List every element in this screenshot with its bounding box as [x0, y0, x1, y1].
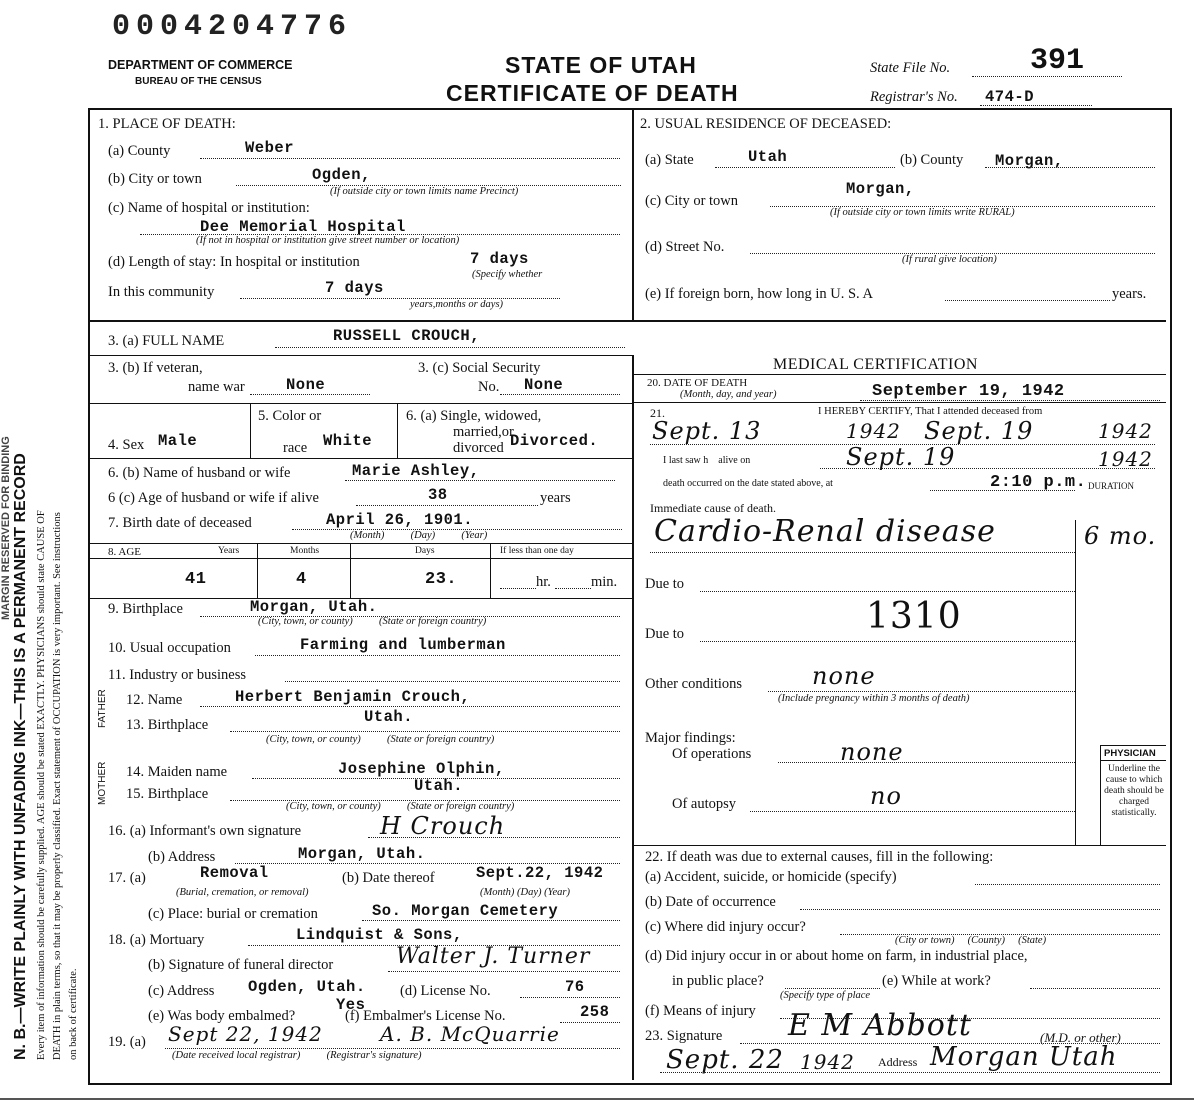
- city-note: (If outside city or town limits name Precinct): [330, 186, 519, 197]
- res-city-value: Morgan,: [846, 180, 915, 198]
- age-min-label: min.: [591, 574, 618, 590]
- city-label: (b) City or town: [108, 171, 202, 187]
- embalmer-license-label: (f) Embalmer's License No.: [345, 1008, 506, 1024]
- attended-to-year: 1942: [1098, 419, 1153, 443]
- stay-label: (d) Length of stay: In hospital or institution: [108, 254, 360, 270]
- burial-note: (Burial, cremation, or removal): [176, 887, 309, 898]
- external-d-label: (d) Did injury occur in or about home on farm, in industrial place,: [645, 948, 1028, 964]
- father-name-value: Herbert Benjamin Crouch,: [235, 688, 471, 706]
- industry-label: 11. Industry or business: [108, 667, 247, 683]
- immediate-cause-label: Immediate cause of death.: [650, 501, 776, 515]
- external-c-note: (City or town) (County) (State): [895, 935, 1047, 946]
- burial-place-value: So. Morgan Cemetery: [372, 902, 559, 920]
- place-of-death-heading: 1. PLACE OF DEATH:: [98, 116, 236, 132]
- medical-heading: MEDICAL CERTIFICATION: [773, 356, 978, 373]
- embalmer-license-value: 258: [580, 1003, 610, 1021]
- registrar-number: 474-D: [985, 88, 1035, 106]
- external-f-label: (f) Means of injury: [645, 1003, 756, 1019]
- veteran-label-2: name war: [188, 379, 245, 395]
- father-birthplace-note: (City, town, or county) (State or foreign country): [266, 734, 495, 745]
- external-b-label: (b) Date of occurrence: [645, 894, 776, 910]
- burial-value: Removal: [200, 864, 269, 882]
- mother-birthplace-note: (City, town, or county) (State or foreign country): [286, 801, 515, 812]
- signature-address-label: Address: [878, 1055, 918, 1069]
- marital-label-2: married,or: [453, 424, 514, 440]
- operations-label: Of operations: [672, 746, 752, 762]
- duration-label: DURATION: [1088, 481, 1134, 491]
- community-label: In this community: [108, 284, 215, 300]
- due-to-2-label: Due to: [645, 626, 685, 642]
- birthplace-value: Morgan, Utah.: [250, 598, 378, 616]
- birthplace-label: 9. Birthplace: [108, 601, 183, 617]
- attended-from-year: 1942: [846, 419, 901, 443]
- burial-date-label: (b) Date thereof: [342, 870, 435, 886]
- director-signature: Walter J. Turner: [396, 944, 591, 969]
- immediate-cause-value: Cardio-Renal disease: [654, 514, 996, 549]
- license-label: (d) License No.: [400, 983, 491, 999]
- embalmed-value: Yes: [336, 996, 366, 1014]
- autopsy-label: Of autopsy: [672, 796, 737, 812]
- burial-date-note: (Month) (Day) (Year): [480, 887, 571, 898]
- registrar-label: 19. (a): [108, 1034, 146, 1050]
- burial-label: 17. (a): [108, 870, 146, 886]
- due-to-1-label: Due to: [645, 576, 685, 592]
- external-place-note: (Specify type of place: [780, 990, 871, 1001]
- foreign-label: (e) If foreign born, how long in U. S. A: [645, 286, 873, 302]
- street-note: (If rural give location): [902, 254, 997, 265]
- registrar-number-label: Registrar's No.: [870, 89, 958, 105]
- mother-name-value: Josephine Olphin,: [338, 760, 505, 778]
- age-years-header: Years: [218, 546, 240, 556]
- veteran-label: 3. (b) If veteran,: [108, 360, 203, 376]
- father-name-label: 12. Name: [126, 692, 183, 708]
- stay-value: 7 days: [470, 250, 529, 268]
- certify-statement: I HEREBY CERTIFY, That I attended deceased from: [818, 406, 1043, 417]
- veteran-value: None: [286, 376, 326, 394]
- immediate-duration-value: 6 mo.: [1084, 522, 1157, 550]
- certificate-title: CERTIFICATE OF DEATH: [446, 80, 739, 106]
- occupation-label: 10. Usual occupation: [108, 640, 231, 656]
- res-city-note: (If outside city or town limits write RURAL): [830, 207, 1015, 218]
- state-file-number: 391: [1030, 44, 1085, 78]
- age-days-header: Days: [415, 546, 435, 556]
- county-label: (a) County: [108, 143, 171, 159]
- attended-from-date: Sept. 13: [652, 417, 762, 445]
- physician-signature: E M Abbott: [788, 1008, 972, 1043]
- signature-suffix: (M.D. or other): [1040, 1030, 1121, 1045]
- race-label: race: [283, 440, 308, 456]
- street-label: (d) Street No.: [645, 239, 725, 255]
- director-label: (b) Signature of funeral director: [148, 957, 334, 973]
- state-title: STATE OF UTAH: [505, 52, 697, 78]
- res-county-label: (b) County: [900, 152, 964, 168]
- residence-heading: 2. USUAL RESIDENCE OF DECEASED:: [640, 116, 892, 132]
- other-conditions-note: (Include pregnancy within 3 months of death): [778, 693, 970, 704]
- age-months-value: 4: [296, 570, 307, 589]
- birthdate-note: (Month) (Day) (Year): [350, 530, 488, 541]
- spouse-label: 6. (b) Name of husband or wife: [108, 465, 291, 481]
- marital-label-3: divorced: [453, 440, 504, 456]
- external-a-label: (a) Accident, suicide, or homicide (specify): [645, 869, 897, 885]
- external-c-label: (c) Where did injury occur?: [645, 919, 806, 935]
- serial-number: 0004204776: [112, 10, 353, 44]
- marital-value: Divorced.: [510, 432, 599, 450]
- certify-number: 21.: [650, 406, 665, 420]
- spouse-age-label: 6 (c) Age of husband or wife if alive: [108, 490, 319, 506]
- date-of-death-note: (Month, day, and year): [680, 389, 777, 400]
- signature-label: 23. Signature: [645, 1028, 723, 1044]
- registrar-date: Sept 22, 1942: [168, 1022, 323, 1046]
- age-years-value: 41: [185, 570, 207, 589]
- informant-signature: H Crouch: [380, 812, 506, 840]
- mother-name-label: 14. Maiden name: [126, 764, 228, 780]
- license-value: 76: [565, 978, 585, 996]
- major-findings-label: Major findings:: [645, 730, 736, 746]
- age-days-value: 23.: [425, 570, 458, 589]
- informant-address-value: Morgan, Utah.: [298, 845, 426, 863]
- signature-year: 1942: [800, 1050, 855, 1074]
- age-months-header: Months: [290, 546, 320, 556]
- marital-label: 6. (a) Single, widowed,: [406, 408, 542, 424]
- father-birthplace-label: 13. Birthplace: [126, 717, 209, 733]
- community-value: 7 days: [325, 279, 384, 297]
- due-to-1-value: 1310: [866, 596, 962, 637]
- mortuary-address-label: (c) Address: [148, 983, 215, 999]
- spouse-years-label: years: [540, 490, 571, 506]
- date-of-death-value: September 19, 1942: [872, 382, 1065, 401]
- res-city-label: (c) City or town: [645, 193, 739, 209]
- operations-value: none: [840, 738, 904, 766]
- last-saw-year: 1942: [1098, 447, 1153, 471]
- birthdate-value: April 26, 1901.: [326, 511, 474, 529]
- external-causes-label: 22. If death was due to external causes, fill in the following:: [645, 849, 994, 865]
- external-d-label-2: in public place?: [672, 973, 764, 989]
- res-state-value: Utah: [748, 148, 788, 166]
- spouse-age-value: 38: [428, 486, 448, 504]
- mortuary-label: 18. (a) Mortuary: [108, 932, 205, 948]
- attended-to-date: Sept. 19: [924, 417, 1034, 445]
- date-of-death-label: 20. DATE OF DEATH: [647, 377, 748, 389]
- signature-date: Sept. 22: [666, 1045, 784, 1075]
- informant-address-label: (b) Address: [148, 849, 216, 865]
- side-note-instructions-3: on back of certificate.: [68, 968, 79, 1060]
- external-e-label: (e) While at work?: [882, 973, 991, 989]
- department-label: DEPARTMENT OF COMMERCE: [108, 58, 293, 72]
- binding-margin-note: MARGIN RESERVED FOR BINDING: [0, 436, 12, 620]
- mother-birthplace-value: Utah.: [414, 777, 464, 795]
- physician-note: Underline the cause to which death should be charged statistically.: [1104, 764, 1164, 818]
- other-conditions-label: Other conditions: [645, 676, 743, 692]
- birthplace-note: (City, town, or county) (State or foreign country): [258, 616, 487, 627]
- death-time-label: death occurred on the date stated above, at: [663, 478, 833, 489]
- res-state-label: (a) State: [645, 152, 694, 168]
- registrar-note: (Date received local registrar) (Registrar's signature): [172, 1050, 422, 1061]
- burial-place-label: (c) Place: burial or cremation: [148, 906, 318, 922]
- autopsy-value: no: [870, 782, 902, 810]
- death-time-value: 2:10 p.m.: [990, 473, 1087, 492]
- ss-value: None: [524, 376, 564, 394]
- mother-tag: MOTHER: [97, 761, 108, 805]
- father-birthplace-value: Utah.: [364, 708, 414, 726]
- res-county-value: Morgan,: [995, 152, 1064, 170]
- informant-label: 16. (a) Informant's own signature: [108, 823, 302, 839]
- age-label: 8. AGE: [108, 546, 141, 558]
- full-name-label: 3. (a) FULL NAME: [108, 333, 225, 349]
- signature-address-value: Morgan Utah: [930, 1042, 1118, 1072]
- full-name-value: RUSSELL CROUCH,: [333, 327, 481, 345]
- age-less-header: If less than one day: [500, 546, 574, 556]
- side-note-main: N. B.—WRITE PLAINLY WITH UNFADING INK—THIS IS A PERMANENT RECORD: [12, 453, 29, 1060]
- foreign-years: years.: [1112, 286, 1147, 302]
- physician-heading: PHYSICIAN: [1104, 748, 1156, 759]
- sex-label: 4. Sex: [108, 437, 145, 453]
- other-conditions-value: none: [812, 662, 876, 690]
- registrar-signature: A. B. McQuarrie: [380, 1022, 560, 1046]
- occupation-value: Farming and lumberman: [300, 636, 506, 654]
- mortuary-value: Lindquist & Sons,: [296, 926, 463, 944]
- mother-birthplace-label: 15. Birthplace: [126, 786, 209, 802]
- stay-note: (Specify whether: [472, 269, 543, 280]
- mortuary-address-value: Ogden, Utah.: [248, 978, 366, 996]
- bureau-label: BUREAU OF THE CENSUS: [135, 76, 262, 87]
- ss-label-2: No.: [478, 379, 500, 395]
- embalmed-label: (e) Was body embalmed?: [148, 1008, 296, 1024]
- race-value: White: [323, 432, 373, 450]
- age-hr-label: hr.: [536, 574, 551, 590]
- hospital-value: Dee Memorial Hospital: [200, 218, 406, 236]
- city-value: Ogden,: [312, 166, 371, 184]
- sex-value: Male: [158, 432, 198, 450]
- father-tag: FATHER: [97, 689, 108, 728]
- side-note-instructions-2: DEATH in plain terms, so that it may be properly classified. Exact statement of OCCUPATION is very important. See instructions: [52, 512, 63, 1060]
- last-saw-label: I last saw h alive on: [663, 455, 751, 466]
- hospital-label: (c) Name of hospital or institution:: [108, 200, 310, 216]
- color-label: 5. Color or: [258, 408, 322, 424]
- side-note-instructions-1: Every item of information should be carefully supplied. AGE should be stated EXACTLY. PHYSICIANS should state CAUSE OF: [36, 510, 47, 1060]
- county-value: Weber: [245, 139, 295, 157]
- burial-date-value: Sept.22, 1942: [476, 864, 604, 882]
- birthdate-label: 7. Birth date of deceased: [108, 515, 252, 531]
- state-file-label: State File No.: [870, 60, 951, 76]
- community-note: years,months or days): [410, 299, 504, 310]
- ss-label: 3. (c) Social Security: [418, 360, 541, 376]
- spouse-value: Marie Ashley,: [352, 462, 480, 480]
- hospital-note: (If not in hospital or institution give street number or location): [196, 235, 460, 246]
- last-saw-date: Sept. 19: [846, 443, 956, 471]
